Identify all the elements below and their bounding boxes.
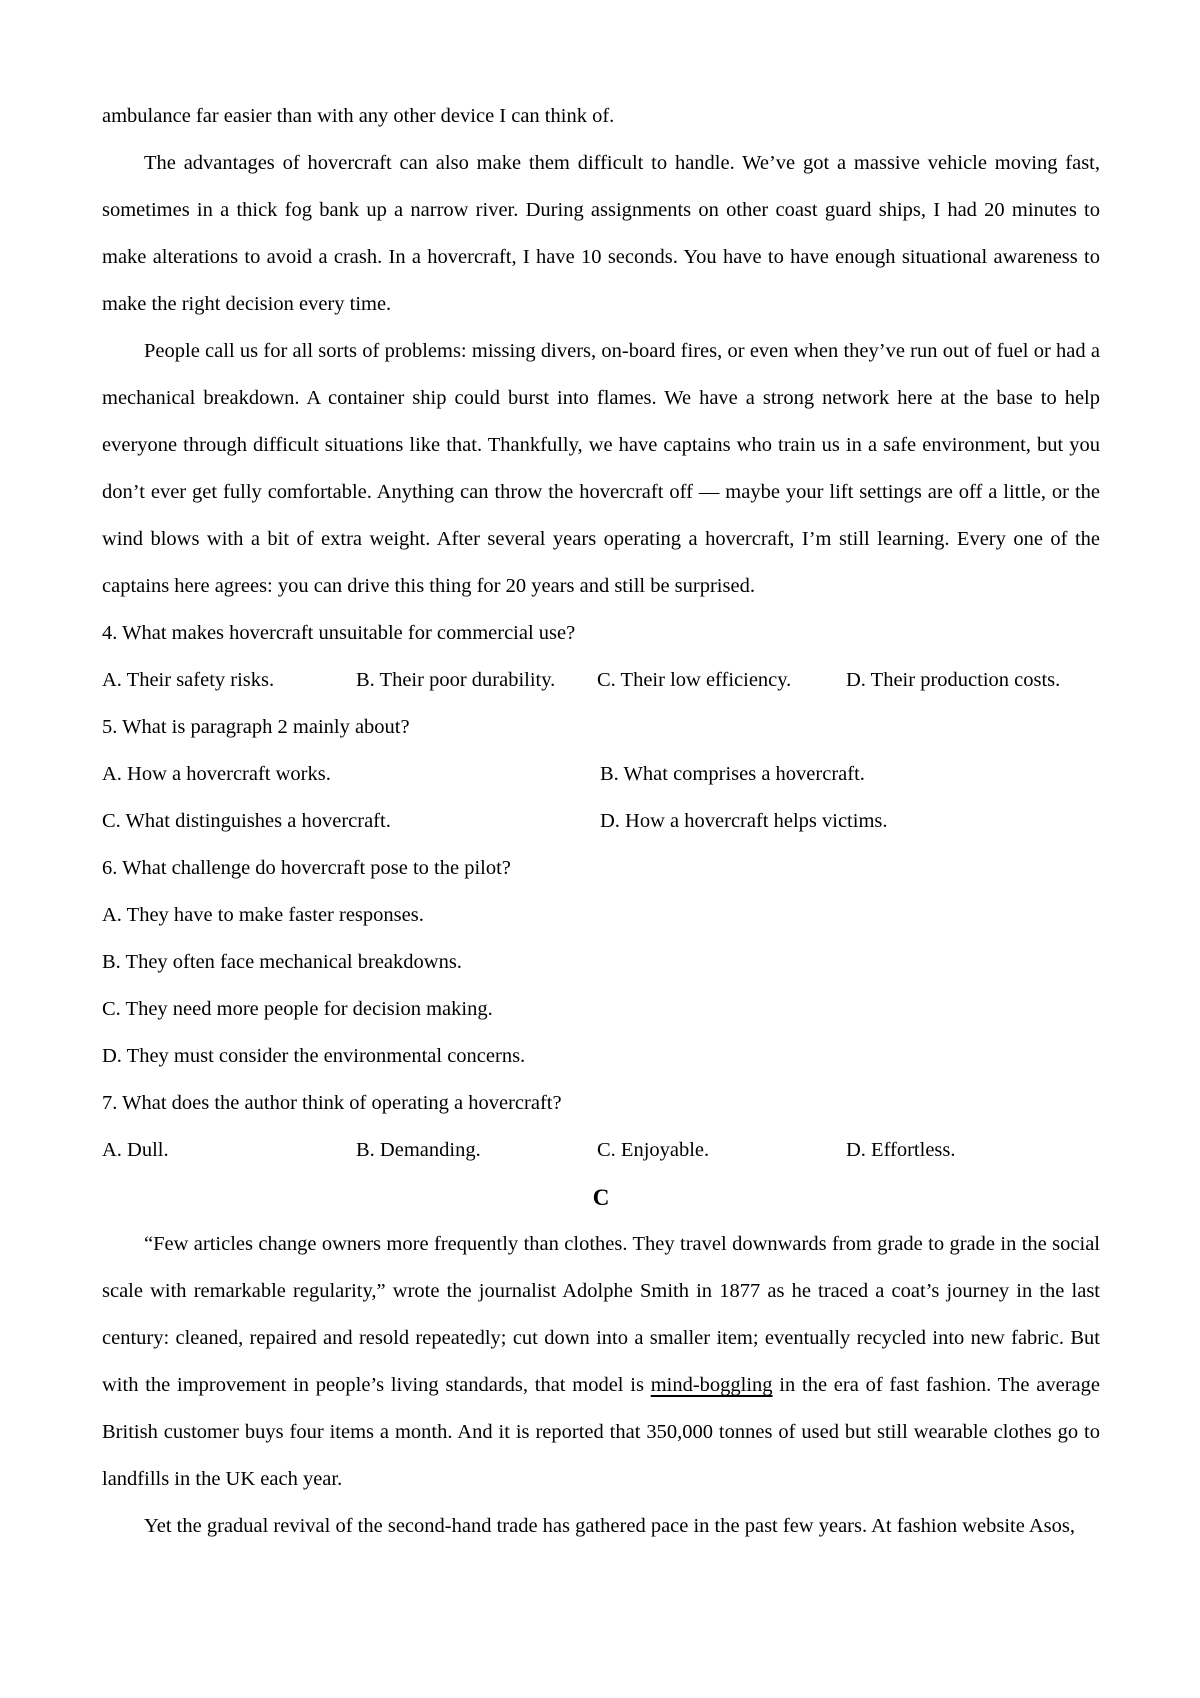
question-5-options-row-2 — [102, 798, 1100, 845]
question-6-text: 6. What challenge do hovercraft pose to the pilot? — [102, 857, 511, 879]
question-6-option-a: A. They have to make faster responses. — [102, 904, 424, 926]
question-7-option-b: B. Demanding. — [356, 1139, 481, 1161]
question-4-option-d: D. Their production costs. — [846, 669, 1061, 691]
underlined-term-mind-boggling: mind-boggling — [650, 1374, 773, 1396]
question-5-option-d: D. How a hovercraft helps victims. — [600, 810, 888, 832]
question-5-option-b: B. What comprises a hovercraft. — [600, 763, 865, 785]
passage-b-paragraph-1-tail: ambulance far easier than with any other device I can think of. — [102, 105, 615, 127]
passage-b-paragraph-3: People call us for all sorts of problems: missing divers, on-board fires, or even when they’ve run out of fuel or had a mechanical breakdown. A container ship could burst into flames. We have a strong network here at the base to help everyone through difficult situations like that. Thankfully, we have captains who train us in a safe environment, but you don’t ever get fully comfortable. Anything can throw the hovercraft off — maybe your lift settings are off a little, or the wind blows with a bit of extra weight. After several years operating a hovercraft, I’m still learning. Every one of the captains here agrees: you can drive this thing for 20 years and still be surprised. — [102, 340, 1100, 597]
section-c-heading: C — [592, 1185, 610, 1210]
question-7-option-d: D. Effortless. — [846, 1139, 956, 1161]
passage-c-paragraph-1-after-underline: in the era of fast fashion. The average British customer buys four items a month. And it is reported that 350,000 tonnes of used but still wearable clothes go to landfills in the UK each year. — [102, 1374, 1100, 1490]
question-7-text: 7. What does the author think of operating a hovercraft? — [102, 1092, 562, 1114]
question-4-option-c: C. Their low efficiency. — [597, 669, 792, 691]
passage-b-paragraph-2: The advantages of hovercraft can also make them difficult to handle. We’ve got a massive vehicle moving fast, sometimes in a thick fog bank up a narrow river. During assignments on other coast guard ships, I had 20 minutes to make alterations to avoid a crash. In a hovercraft, I have 10 seconds. You have to have enough situational awareness to make the right decision every time. — [102, 152, 1100, 315]
question-7-options — [102, 1127, 1100, 1174]
question-6-option-d: D. They must consider the environmental concerns. — [102, 1045, 526, 1067]
passage-c-paragraph-2: Yet the gradual revival of the second-hand trade has gathered pace in the past few years. At fashion website Asos, — [144, 1515, 1075, 1537]
question-6-option-b: B. They often face mechanical breakdowns. — [102, 951, 462, 973]
passage-c-paragraph-1-before-underline: “Few articles change owners more frequently than clothes. They travel downwards from grade to grade in the social scale with remarkable regularity,” wrote the journalist Adolphe Smith in 1877 as he traced a coat’s journey in the last century: cleaned, repaired and resold repeatedly; cut down into a smaller item; eventually recycled into new fabric. But with the improvement in people’s living standards, that model is — [102, 1233, 1100, 1396]
passage-c-paragraph-1 — [102, 1221, 1100, 1503]
question-5-option-a: A. How a hovercraft works. — [102, 763, 331, 785]
page-content — [102, 93, 1100, 1550]
question-6-option-c: C. They need more people for decision making. — [102, 998, 493, 1020]
question-4-options — [102, 657, 1100, 704]
question-4-option-b: B. Their poor durability. — [356, 669, 556, 691]
question-7-option-c: C. Enjoyable. — [597, 1139, 710, 1161]
question-5-options-row-1 — [102, 751, 1100, 798]
question-5-option-c: C. What distinguishes a hovercraft. — [102, 810, 391, 832]
question-4-option-a: A. Their safety risks. — [102, 669, 275, 691]
question-5-text: 5. What is paragraph 2 mainly about? — [102, 716, 410, 738]
question-7-option-a: A. Dull. — [102, 1139, 169, 1161]
question-4-text: 4. What makes hovercraft unsuitable for commercial use? — [102, 622, 576, 644]
